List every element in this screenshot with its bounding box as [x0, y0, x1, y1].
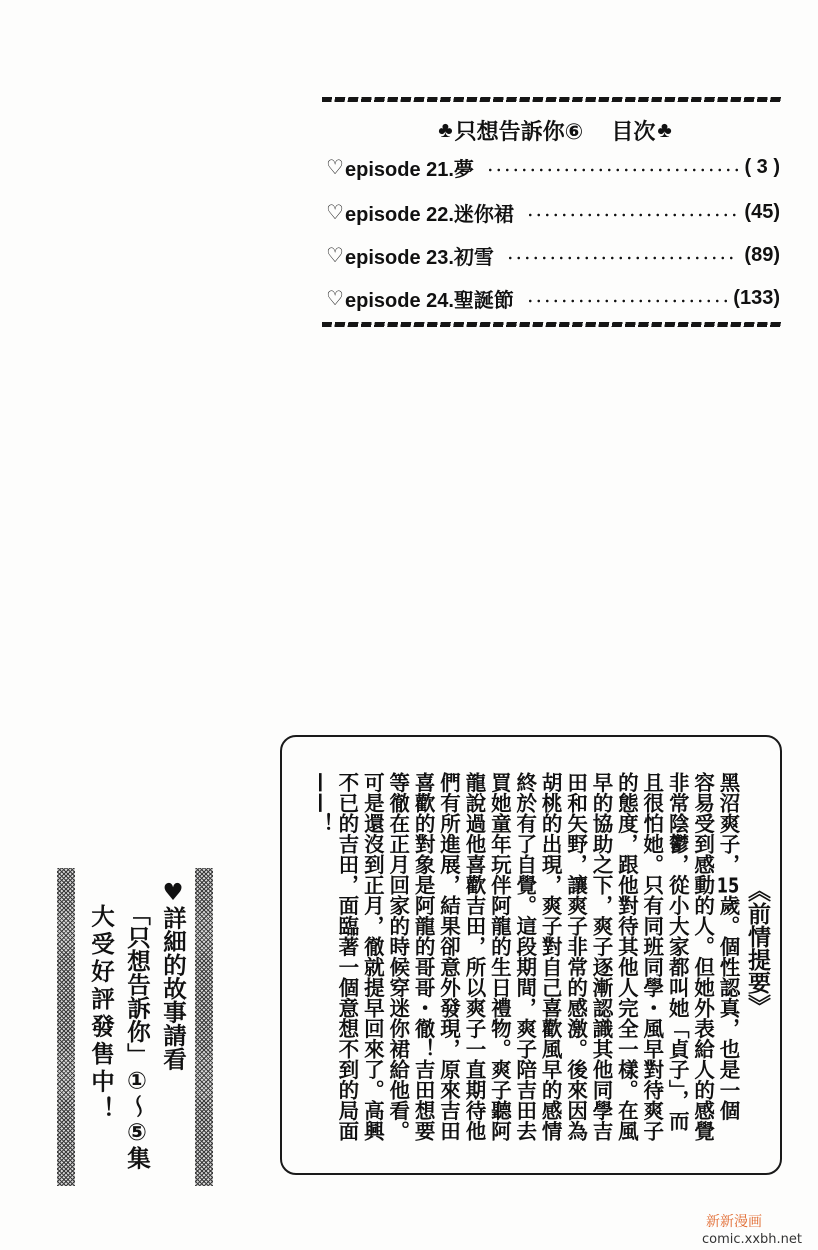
summary-column: 田和矢野，讓爽子非常的感激。後來因為	[563, 772, 588, 1141]
summary-column: 且很怕她。只有同班同學・風早對待爽子	[639, 772, 664, 1141]
screentone-strip-left	[57, 868, 75, 1186]
toc-entry	[326, 154, 780, 180]
toc-entry-label: episode 23.初雪	[345, 246, 494, 269]
club-icon: ♣	[438, 117, 453, 142]
dot-leader	[526, 212, 738, 218]
toc-title	[420, 116, 690, 144]
summary-column: 胡桃的出現，爽子對自己喜歡風早的感情	[538, 772, 563, 1141]
summary-column: 們有所進展，結果卻意外發現，原來吉田	[436, 772, 461, 1141]
toc-entry	[326, 285, 780, 311]
summary-column: 非常陰鬱，從小大家都叫她「貞子」，而	[665, 772, 690, 1131]
contents-label: 目次	[611, 118, 656, 144]
dot-leader	[506, 255, 738, 261]
screentone-strip-right	[195, 868, 213, 1186]
summary-column: 黑沼爽子，15歲。個性認真，也是一個	[716, 772, 740, 1121]
heart-outline-icon: ♡	[326, 287, 344, 310]
promo-line	[155, 878, 191, 1178]
watermark-name: 新新漫画	[706, 1214, 762, 1230]
summary-column: 可是還沒到正月，徹就提早回來了。高興	[360, 772, 385, 1141]
summary-column: 容易受到感動的人。但她外表給人的感覺	[690, 772, 715, 1141]
heart-outline-icon: ♡	[326, 156, 344, 179]
dot-leader	[486, 167, 739, 173]
promo-text	[83, 878, 191, 1178]
summary-column: 早的協助之下，爽子逐漸認識其他同學吉	[588, 772, 613, 1141]
heart-outline-icon: ♡	[326, 244, 344, 267]
club-icon: ♣	[657, 117, 672, 142]
toc-entry-page: (133)	[733, 286, 780, 309]
summary-column: ——！	[309, 772, 334, 834]
toc-entry-label: episode 21.夢	[345, 158, 474, 181]
upright-number: 15	[716, 874, 740, 895]
summary-column: 的態度，跟他對待其他人完全一樣。在風	[614, 772, 639, 1141]
toc-entry-page: ( 3 )	[744, 155, 780, 178]
summary-column: 買她童年玩伴阿龍的生日禮物。爽子聽阿	[487, 772, 512, 1141]
heart-outline-icon: ♡	[326, 201, 344, 224]
summary-column: 不已的吉田，面臨著一個意想不到的局面	[334, 772, 359, 1141]
summary-heading: 《前情提要》	[744, 879, 770, 1017]
heart-icon: ♥	[159, 878, 187, 906]
summary-column: 龍說過他喜歡吉田，所以爽子一直期待他	[461, 772, 486, 1141]
promo-line: 「只想告訴你」①～⑤集	[123, 902, 151, 1170]
toc-bottom-divider	[322, 322, 782, 327]
toc-entry-label: episode 22.迷你裙	[345, 203, 514, 226]
book-title: 只想告訴你⑥	[454, 118, 584, 144]
summary-column: 終於有了自覺。這段期間，爽子陪吉田去	[512, 772, 537, 1141]
summary-column: 喜歡的對象是阿龍的哥哥・徹！吉田想要	[411, 772, 436, 1141]
summary-text	[308, 772, 774, 1157]
toc-top-divider	[322, 97, 782, 102]
watermark-url: comic.xxbh.net	[702, 1232, 803, 1247]
toc-entry-label: episode 24.聖誕節	[345, 289, 514, 312]
promo-line: 大受好評發售中！	[87, 904, 115, 1124]
dot-leader	[526, 298, 727, 304]
toc-entry	[326, 199, 780, 225]
toc-entry-page: (45)	[744, 200, 780, 223]
toc-entry-page: (89)	[744, 243, 780, 266]
promo-line-text: 詳細的故事請看	[159, 906, 187, 1071]
toc-entry	[326, 242, 780, 268]
summary-column: 等徹在正月回家的時候穿迷你裙給他看。	[385, 772, 410, 1141]
